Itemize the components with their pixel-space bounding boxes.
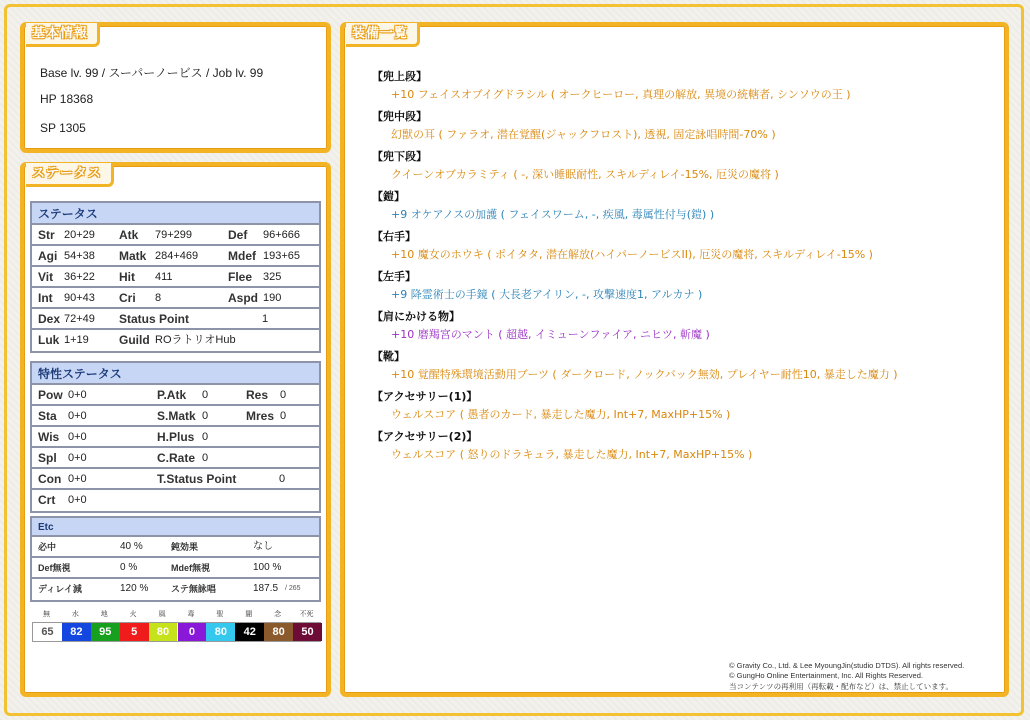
stat-label: H.Plus <box>157 430 195 444</box>
stat-label: C.Rate <box>157 451 196 465</box>
stat-label: Cri <box>119 291 136 305</box>
stat-value: 8 <box>155 292 162 304</box>
stat-label: Mdef無視 <box>171 563 210 573</box>
stat-label: P.Atk <box>157 388 187 402</box>
equip-item: ウェルスコア ( 愚者のカード, 暴走した魔力, Int+7, MaxHP+15% ) <box>391 408 731 421</box>
equip-item: ウェルスコア ( 怒りのドラキュラ, 暴走した魔力, Int+7, MaxHP+15% ) <box>391 448 753 461</box>
equip-slot-label: 【兜上段】 <box>372 70 427 83</box>
element-name: 闇 <box>245 610 253 618</box>
equip-item: +9 降霊術士の手鏡 ( 大長老アイリン, -, 攻撃速度1, アルカナ ) <box>391 288 703 301</box>
element-name: 念 <box>274 610 282 618</box>
stat-row <box>32 385 319 406</box>
sp-value: SP 1305 <box>40 121 86 135</box>
stat-label: Matk <box>119 249 147 263</box>
level-line: Base lv. 99 / スーパーノービス / Job lv. 99 <box>40 66 264 80</box>
stat-row <box>32 448 319 469</box>
element-labels <box>32 609 321 621</box>
copyright-line: © GungHo Online Entertainment, Inc. All Rights Reserved. <box>729 671 923 680</box>
stat-value: なし <box>253 541 273 552</box>
stat-row <box>32 427 319 448</box>
stat-label: Mres <box>246 409 275 423</box>
equip-slot-label: 【アクセサリー(1)】 <box>372 390 478 403</box>
stat-value: 0 <box>280 410 287 422</box>
stat-value: 411 <box>155 271 173 283</box>
stat-value: 0+0 <box>68 452 87 464</box>
stat-value: 190 <box>263 292 282 304</box>
equip-slot-label: 【靴】 <box>372 350 405 363</box>
stat-label: Def <box>228 228 248 242</box>
stat-value: 40 % <box>120 541 143 552</box>
element-name: 風 <box>158 610 166 618</box>
stat-row <box>32 267 319 288</box>
stat-row <box>32 246 319 267</box>
stat-label: 必中 <box>38 542 57 552</box>
stat-label: Pow <box>38 388 63 402</box>
stat-value: 0+0 <box>68 431 87 443</box>
equip-item: +10 フェイスオブイグドラシル ( オークヒーロー, 真理の解放, 異境の統轄者, シンソウの王 ) <box>391 88 851 101</box>
equipment-tag: 装備一覧 <box>346 23 420 47</box>
stat-value: 72+49 <box>64 313 95 325</box>
element-resist-value: 5 <box>120 623 149 641</box>
stat-label: 鈍効果 <box>171 542 199 552</box>
stat-value: 325 <box>263 271 282 283</box>
equip-slot-label: 【アクセサリー(2)】 <box>372 430 478 443</box>
stat-value: ROラトリオHub <box>155 334 236 346</box>
stat-value: 0 % <box>120 562 138 573</box>
stat-value: 96+666 <box>263 229 301 241</box>
stat-value: 284+469 <box>155 250 199 262</box>
element-resist-value: 95 <box>91 623 120 641</box>
basic-info-tag: 基本情報 <box>26 23 100 47</box>
hp-value: HP 18368 <box>40 92 94 106</box>
stat-row <box>32 406 319 427</box>
equip-item: +10 魔女のホウキ ( ポイタタ, 潜在解放(ハイパーノービスII), 厄災の魔将, スキルディレイ-15% ) <box>391 248 873 261</box>
element-name: 水 <box>71 610 79 618</box>
equip-slot-label: 【鎧】 <box>372 190 405 203</box>
basic-info-panel <box>20 22 331 153</box>
main-status-block <box>30 201 321 353</box>
element-resist-value: 42 <box>235 623 264 641</box>
stat-value: 0+0 <box>68 494 87 506</box>
stat-row <box>32 579 319 600</box>
element-resist-value: 80 <box>206 623 235 641</box>
stat-value: 0 <box>280 389 287 401</box>
copyright-line: © Gravity Co., Ltd. & Lee MyoungJin(studio DTDS). All rights reserved. <box>729 661 965 670</box>
stat-label: T.Status Point <box>157 472 237 486</box>
stat-label: Dex <box>38 312 61 326</box>
stat-value: 120 % <box>120 583 149 594</box>
equip-item: +10 覚醒特殊環境活動用ブーツ ( ダークロード, ノックバック無効, プレイヤー耐性10, 暴走した魔力 ) <box>391 368 898 381</box>
stat-label: Vit <box>38 270 54 284</box>
stat-value: 0 <box>279 473 286 485</box>
stat-row <box>32 469 319 490</box>
element-resist-value: 82 <box>62 623 91 641</box>
equip-item: +9 オケアノスの加護 ( フェイスワーム, -, 疾風, 毒属性付与(鎧) ) <box>391 208 715 221</box>
status-tag: ステータス <box>26 163 114 187</box>
stat-label: Flee <box>228 270 253 284</box>
stat-value: 1 <box>262 313 269 325</box>
trait-status-block <box>30 361 321 513</box>
element-name: 地 <box>100 610 108 618</box>
stat-value: 0+0 <box>68 473 87 485</box>
stat-value: 0+0 <box>68 410 87 422</box>
stat-value: 54+38 <box>64 250 95 262</box>
stat-row <box>32 225 319 246</box>
stat-row <box>32 288 319 309</box>
stat-value: 0 <box>202 410 209 422</box>
stat-label: Int <box>38 291 53 305</box>
stat-value: 36+22 <box>64 271 95 283</box>
equip-slot-label: 【肩にかける物】 <box>372 310 460 323</box>
equip-slot-label: 【左手】 <box>372 270 416 283</box>
stat-value: 0 <box>202 389 209 401</box>
stat-label: Res <box>246 388 269 402</box>
equipment-panel <box>340 22 1009 697</box>
stat-label: Sta <box>38 409 57 423</box>
stat-label: Agi <box>38 249 58 263</box>
copyright-line: 当コンテンツの再利用（再転載・配布など）は、禁止しています。 <box>729 682 954 691</box>
stat-label: Def無視 <box>38 563 71 573</box>
etc-block <box>30 516 321 602</box>
element-name: 無 <box>42 610 50 618</box>
equip-item: 幻獣の耳 ( ファラオ, 潜在覚醒(ジャックフロスト), 透視, 固定詠唱時間-70% ) <box>391 128 776 141</box>
element-resist-value: 50 <box>293 623 322 641</box>
stat-label: Str <box>38 228 55 242</box>
element-resist-value: 80 <box>264 623 293 641</box>
stat-value: 0 <box>202 431 209 443</box>
status-panel <box>20 162 331 697</box>
element-name: 聖 <box>216 610 224 618</box>
stat-row <box>32 330 319 351</box>
stat-label: ステ無詠唱 <box>171 584 216 594</box>
stat-row <box>32 309 319 330</box>
stat-value: 1+19 <box>64 334 89 346</box>
equip-slot-label: 【兜中段】 <box>372 110 427 123</box>
stat-value: 0+0 <box>68 389 87 401</box>
stat-value: 0 <box>202 452 209 464</box>
stat-row <box>32 558 319 579</box>
stat-label: ディレイ減 <box>38 584 82 594</box>
stat-value: 187.5 <box>253 583 279 594</box>
stat-label: Con <box>38 472 62 486</box>
stat-value: 90+43 <box>64 292 95 304</box>
element-resist-value: 65 <box>33 623 62 641</box>
stat-value: 193+65 <box>263 250 301 262</box>
stat-label: Guild <box>119 333 150 347</box>
stat-label: Hit <box>119 270 135 284</box>
etc-title: Etc <box>32 518 319 537</box>
stat-label: Crt <box>38 493 56 507</box>
stat-row <box>32 490 319 511</box>
element-resist-value: 80 <box>149 623 178 641</box>
main-status-title: ステータス <box>32 203 319 225</box>
element-resist-value: 0 <box>178 623 207 641</box>
equip-item: クイーンオブカラミティ ( -, 深い睡眠耐性, スキルディレイ-15%, 厄災の魔将 ) <box>391 168 779 181</box>
stat-label: Luk <box>38 333 60 347</box>
stat-row <box>32 537 319 558</box>
stat-value: 79+299 <box>155 229 193 241</box>
stat-value: 20+29 <box>64 229 95 241</box>
stat-label: Mdef <box>228 249 256 263</box>
equip-slot-label: 【兜下段】 <box>372 150 427 163</box>
element-name: 不死 <box>299 610 314 618</box>
stat-label: Atk <box>119 228 139 242</box>
stat-label: Status Point <box>119 312 190 326</box>
element-name: 毒 <box>187 610 195 618</box>
stat-label: Wis <box>38 430 60 444</box>
stat-value: 100 % <box>253 562 282 573</box>
stat-label: S.Matk <box>157 409 196 423</box>
stat-sub-value: / 265 <box>285 585 301 592</box>
stat-label: Spl <box>38 451 57 465</box>
equip-item: +10 磨羯宮のマント ( 超越, イミューンファイア, ニヒツ, 斬魔 ) <box>391 328 710 341</box>
trait-status-title: 特性ステータス <box>32 363 319 385</box>
element-name: 火 <box>129 610 137 618</box>
stat-label: Aspd <box>228 291 258 305</box>
element-resist-bar <box>32 622 321 642</box>
equip-slot-label: 【右手】 <box>372 230 416 243</box>
